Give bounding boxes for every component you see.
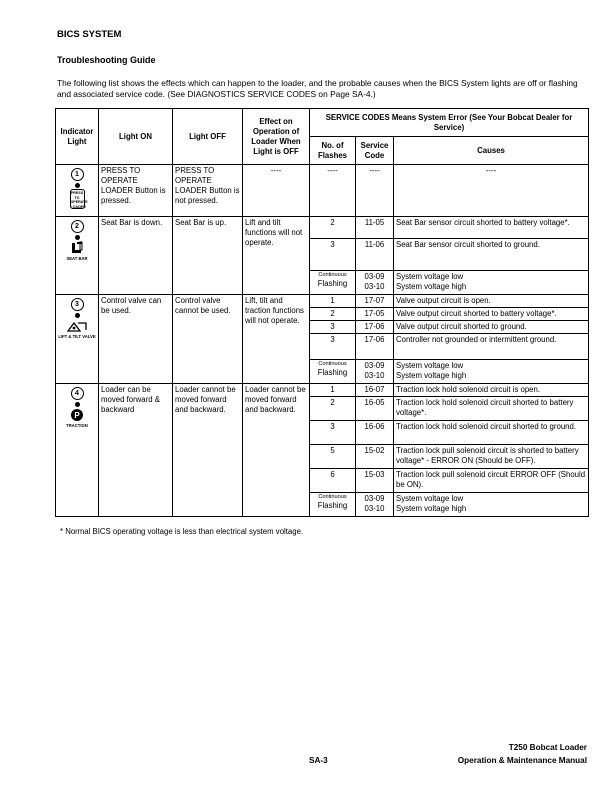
code-cell: 17-06 bbox=[356, 321, 394, 334]
flashes-cell: 2 bbox=[310, 217, 356, 239]
table-row bbox=[56, 493, 589, 517]
guide-title: Troubleshooting Guide bbox=[57, 55, 156, 65]
table-row bbox=[56, 271, 589, 295]
light-on-cell: Loader can be moved forward & backward bbox=[99, 384, 173, 493]
indicator-cell bbox=[56, 217, 99, 295]
cause-cell: Valve output circuit shorted to battery voltage*. bbox=[394, 308, 589, 321]
light-off-cell: PRESS TO OPERATE LOADER Button is not pressed. bbox=[173, 165, 243, 217]
flashes-cell: 3 bbox=[310, 239, 356, 271]
code-cell: 11-06 bbox=[356, 239, 394, 271]
light-on-cell: Seat Bar is down. bbox=[99, 217, 173, 271]
code-cell: 03-09 03-10 bbox=[356, 493, 394, 517]
effect-cell: ---- bbox=[243, 165, 310, 217]
light-off-cell: Control valve cannot be used. bbox=[173, 295, 243, 360]
light-on-cell: Control valve can be used. bbox=[99, 295, 173, 360]
svg-text:P: P bbox=[74, 411, 80, 420]
code-cell: 17-05 bbox=[356, 308, 394, 321]
indicator-label: LIFT & TILT VALVE bbox=[58, 334, 96, 339]
code-cell: 16-07 bbox=[356, 384, 394, 397]
code-cell: 11-05 bbox=[356, 217, 394, 239]
light-off-cell: Seat Bar is up. bbox=[173, 217, 243, 271]
header-code: Service Code bbox=[356, 137, 394, 165]
cause-cell: Traction lock hold solenoid circuit shorted to battery voltage*. bbox=[394, 397, 589, 421]
cause-cell: System voltage low System voltage high bbox=[394, 360, 589, 384]
header-flashes: No. of Flashes bbox=[310, 137, 356, 165]
footer-manual: Operation & Maintenance Manual bbox=[457, 756, 587, 765]
footer-page-number: SA-3 bbox=[309, 756, 328, 765]
flashes-cell: 5 bbox=[310, 445, 356, 469]
code-cell: 03-09 03-10 bbox=[356, 360, 394, 384]
table-row bbox=[56, 165, 589, 217]
effect-cell: Lift and tilt functions will not operate. bbox=[243, 217, 310, 271]
cause-cell: Traction lock pull solenoid circuit is shorted to battery voltage* - ERROR ON (Should be OFF). bbox=[394, 445, 589, 469]
table-row bbox=[56, 360, 589, 384]
indicator-cell bbox=[56, 165, 99, 217]
cause-cell: ---- bbox=[394, 165, 589, 217]
table-row bbox=[56, 384, 589, 397]
code-cell: 16-05 bbox=[356, 397, 394, 421]
cause-cell: System voltage low System voltage high bbox=[394, 271, 589, 295]
header-service-codes: SERVICE CODES Means System Error (See Your Bobcat Dealer for Service) bbox=[310, 109, 589, 137]
code-cell: 16-06 bbox=[356, 421, 394, 445]
light-off-cell: Loader cannot be moved forward and backward. bbox=[173, 384, 243, 493]
continuous-flashing-cell: Continuous Flashing bbox=[310, 493, 356, 517]
intro-paragraph: The following list shows the effects which can happen to the loader, and the probable causes when the BICS System lights are off or flashing and associated service code. (See DIAGNOSTICS SERVICE CODES on Page SA-4.) bbox=[57, 78, 578, 99]
flashes-cell: ---- bbox=[310, 165, 356, 217]
troubleshooting-table bbox=[55, 108, 589, 517]
indicator-number: 1 bbox=[71, 168, 84, 181]
indicator-cell bbox=[56, 295, 99, 384]
code-cell: 15-02 bbox=[356, 445, 394, 469]
code-cell: 17-07 bbox=[356, 295, 394, 308]
cause-cell: Traction lock hold solenoid circuit is open. bbox=[394, 384, 589, 397]
cause-cell: Valve output circuit shorted to ground. bbox=[394, 321, 589, 334]
cause-cell: Controller not grounded or intermittent ground. bbox=[394, 334, 589, 360]
code-cell: 15-03 bbox=[356, 469, 394, 493]
code-cell: ---- bbox=[356, 165, 394, 217]
code-cell: 17-06 bbox=[356, 334, 394, 360]
header-light-off: Light OFF bbox=[173, 109, 243, 165]
flashes-cell: 1 bbox=[310, 295, 356, 308]
effect-cell: Lift, tilt and traction functions will not operate. bbox=[243, 295, 310, 360]
flashes-cell: 2 bbox=[310, 397, 356, 421]
indicator-label: TRACTION bbox=[66, 423, 88, 428]
traction-icon bbox=[70, 408, 84, 422]
cause-cell: Seat Bar sensor circuit shorted to ground. bbox=[394, 239, 589, 271]
cause-cell: System voltage low System voltage high bbox=[394, 493, 589, 517]
header-light-on: Light ON bbox=[99, 109, 173, 165]
light-on-cell: PRESS TO OPERATE LOADER Button is pressed. bbox=[99, 165, 173, 217]
indicator-label: SEAT BAR bbox=[66, 256, 88, 261]
table-row bbox=[56, 217, 589, 239]
flashes-cell: 3 bbox=[310, 421, 356, 445]
effect-cell: Loader cannot be moved forward and backward. bbox=[243, 384, 310, 493]
code-cell: 03-09 03-10 bbox=[356, 271, 394, 295]
header-causes: Causes bbox=[394, 137, 589, 165]
indicator-number: 3 bbox=[71, 298, 84, 311]
header-effect: Effect on Operation of Loader When Light is OFF bbox=[243, 109, 310, 165]
cause-cell: Seat Bar sensor circuit shorted to battery voltage*. bbox=[394, 217, 589, 239]
indicator-light-icon bbox=[75, 235, 80, 240]
cause-cell: Valve output circuit is open. bbox=[394, 295, 589, 308]
lift-tilt-valve-icon bbox=[66, 319, 88, 333]
flashes-cell: 2 bbox=[310, 308, 356, 321]
flashes-cell: 3 bbox=[310, 321, 356, 334]
indicator-cell bbox=[56, 384, 99, 517]
header-indicator: Indicator Light bbox=[56, 109, 99, 165]
footer-model: T250 Bobcat Loader bbox=[508, 743, 587, 752]
indicator-light-icon bbox=[75, 183, 80, 188]
table-row bbox=[56, 295, 589, 308]
press-button-icon: PRESS TO OPERATE LOADER bbox=[70, 191, 88, 209]
indicator-number: 2 bbox=[71, 220, 84, 233]
indicator-light-icon bbox=[75, 313, 80, 318]
cause-cell: Traction lock pull solenoid circuit ERROR OFF (Should be ON). bbox=[394, 469, 589, 493]
seat-bar-icon bbox=[69, 241, 85, 255]
flashes-cell: 6 bbox=[310, 469, 356, 493]
section-title: BICS SYSTEM bbox=[57, 29, 122, 40]
cause-cell: Traction lock hold solenoid circuit shorted to ground. bbox=[394, 421, 589, 445]
flashes-cell: 3 bbox=[310, 334, 356, 360]
continuous-flashing-cell: Continuous Flashing bbox=[310, 360, 356, 384]
indicator-number: 4 bbox=[71, 387, 84, 400]
footnote: * Normal BICS operating voltage is less than electrical system voltage. bbox=[60, 527, 304, 536]
flashes-cell: 1 bbox=[310, 384, 356, 397]
indicator-light-icon bbox=[75, 402, 80, 407]
continuous-flashing-cell: Continuous Flashing bbox=[310, 271, 356, 295]
